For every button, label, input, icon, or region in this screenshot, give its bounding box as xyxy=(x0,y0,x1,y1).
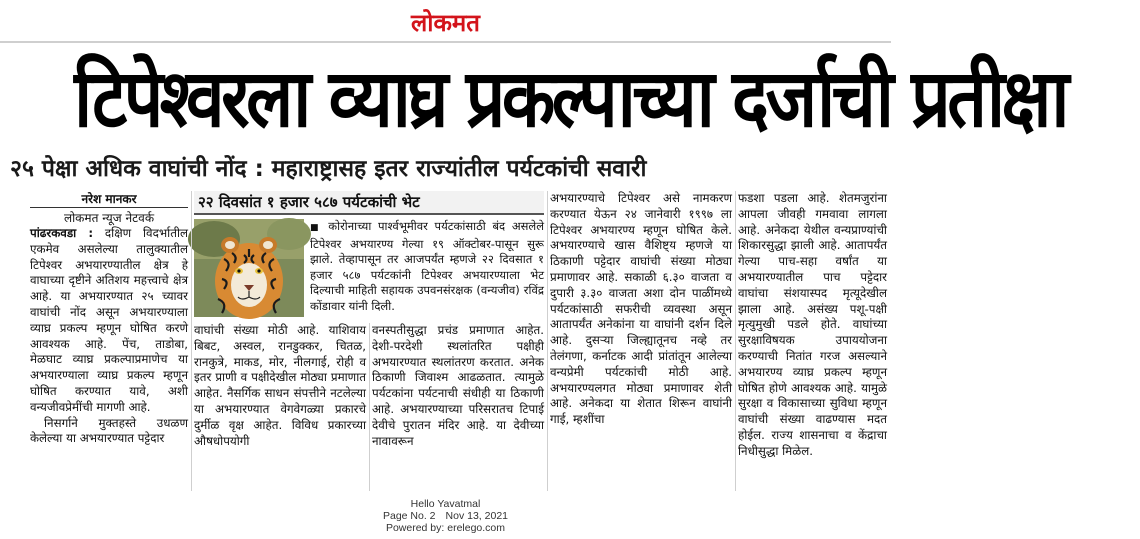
page-footer xyxy=(0,498,891,538)
column-divider xyxy=(369,323,370,491)
column-divider xyxy=(735,191,736,491)
column-2 xyxy=(194,323,366,491)
headline xyxy=(0,50,1066,148)
col1-text: दक्षिण विदर्भातील एकमेव असलेल्या तालुक्यातील टिपेश्वर अभयारण्यातील क्षेत्र हे वाघाच्या दृष्टीने अतिशय महत्त्वाचे क्षेत्र आहे. या अभयारण्यात २५ च्यावर वाघांची नोंद असून अभयारण्याला व्याघ्र प्रकल्प म्हणून घोषित करणे आवश्यक आहे. पेंच, ताडोबा, मेळघाट व्याघ्र प्रकल्पाप्रमाणेच या अभयारण्याला व्याघ्र प्रकल्प म्हणून घोषित करण्यात यावे, अशी वन्यजीवप्रेमींची मागणी आहे. xyxy=(30,226,188,414)
column-divider xyxy=(191,191,192,491)
dateline: पांढरकवडा : xyxy=(30,226,94,240)
paragraph-1 xyxy=(30,226,188,416)
byline: नरेश मानकर xyxy=(30,191,188,208)
col3-text: वनस्पतीसुद्धा प्रचंड प्रमाणात आहेत. देशी-परदेशी स्थलांतरित पक्षीही अभयारण्यात स्थलांतरण करतात. अनेक ठिकाणी जिवाश्म आढळतात. त्यामुळे पर्यटकांना पर्यटनाची संधीही या ठिकाणी आहे. अभयारण्याच्या परिसरातच टिपाई देवीचे पुरातन मंदिर आहे. या देवीच्या नावावरून xyxy=(372,323,544,448)
bullet-icon: ■ xyxy=(310,223,322,233)
headline-text: टिपेश्वरला व्याघ्र प्रकल्पाच्या दर्जाची प्रतीक्षा xyxy=(74,52,1066,145)
box-title: २२ दिवसांत १ हजार ५८७ पर्यटकांची भेट xyxy=(194,191,544,215)
masthead-rule xyxy=(0,41,891,43)
col5-text: फडशा पडला आहे. शेतमजुरांना आपला जीवही गमवावा लागला आहे. अनेकदा येथील वन्यप्राण्यांची शिकारसुद्धा झाली आहे. आतापर्यंत गेल्या पाच-सहा वर्षांत या अभयारण्यातील पाच पट्टेदार वाघांचा संशयास्पद मृत्यूदेखील झाला आहे. असंख्य पशू-पक्षी मृत्युमुखी पडले होते. वाघांच्या सुरक्षाविषयक उपाययोजना करण्याची नितांत गरज असल्याने अभयारण्य व्याघ्र प्रकल्प म्हणून घोषित होणे आवश्यक आहे. यामुळे सुरक्षा व विकासाच्या सुविधा म्हणून वाघांची संख्या वाढण्यास मदत होईल. राज्य शासनाचा व केंद्राचा निधीसुद्धा मिळेल. xyxy=(738,191,887,458)
column-divider xyxy=(547,191,548,491)
column-1 xyxy=(30,191,188,491)
footer-powered: Powered by: erelego.com xyxy=(385,522,506,534)
footer-page: Page No. 2 xyxy=(382,510,436,522)
highlight-box xyxy=(194,191,544,319)
tiger-photo xyxy=(194,219,304,317)
column-3 xyxy=(372,323,544,491)
paragraph-2: निसर्गाने मुक्तहस्ते उधळण केलेल्या या अभयारण्यात पट्टेदार xyxy=(30,415,188,446)
footer-date: Nov 13, 2021 xyxy=(445,510,508,522)
article-body xyxy=(30,191,887,491)
footer-page-line xyxy=(0,510,891,522)
footer-edition: Hello Yavatmal xyxy=(410,498,481,510)
lokmat-logo: लोकमत xyxy=(411,9,480,37)
col2-text: वाघांची संख्या मोठी आहे. याशिवाय बिबट, अस्वल, रानडुक्कर, चितळ, रानकुत्रे, माकड, मोर, नीलगाई, रोही व इतर प्राणी व पक्षीदेखील मोठ्या प्रमाणात आहेत. नैसर्गिक साधन संपत्तीने नटलेल्या या अभयारण्यात वेगवेगळ्या प्रकारचे दुर्मीळ वृक्ष आहेत. विविध प्रकारच्या औषधोपयोगी xyxy=(194,323,366,448)
col4-text: अभयारण्याचे टिपेश्वर असे नामकरण करण्यात येऊन २४ जानेवारी १९९७ ला टिपेश्वर अभयारण्य म्हणून घोषित केले. अभयारण्याचे खास वैशिष्ट्य म्हणजे या ठिकाणी पट्टेदार वाघांची संख्या मोठ्या प्रमाणावर आहे. सकाळी ६.३० वाजता व दुपारी ३.३० वाजता अशा दोन पाळींमध्ये पर्यटकांसाठी सफरीची व्यवस्था असून आतापर्यंत अनेकांना या वाघांनी दर्शन दिले आहे. दुसऱ्या जिल्ह्यातूनच नव्हे तर तेलंगणा, कर्नाटक आदी प्रांतांतून आलेल्या वन्यप्रेमी पर्यटकांची मोठी आहे. अभयारण्यलगत मोठ्या प्रमाणावर शेती आहे. अनेकदा या शेतात शिरून वाघांनी गाई, म्हशींचा xyxy=(550,191,732,427)
box-body xyxy=(310,219,544,319)
column-4 xyxy=(550,191,732,491)
box-text: कोरोनाच्या पार्श्वभूमीवर पर्यटकांसाठी बंद असलेले टिपेश्वर अभयारण्य गेल्या १९ ऑक्टोबर-पासून सुरू झाले. तेव्हापासून तर आजपर्यंत म्हणजे २२ दिवसात १ हजार ५८७ पर्यटकांनी टिपेश्वर अभयारण्याला भेट दिल्याची माहिती सहायक उपवनसंरक्षक (वन्यजीव) रविंद्र कोंडावार यांनी दिली. xyxy=(310,219,544,313)
column-5 xyxy=(738,191,887,491)
subhead: २५ पेक्षा अधिक वाघांची नोंद : महाराष्ट्रासह इतर राज्यांतील पर्यटकांची सवारी xyxy=(10,156,647,182)
news-agency: लोकमत न्यूज नेटवर्क xyxy=(63,211,155,225)
masthead xyxy=(0,0,891,42)
